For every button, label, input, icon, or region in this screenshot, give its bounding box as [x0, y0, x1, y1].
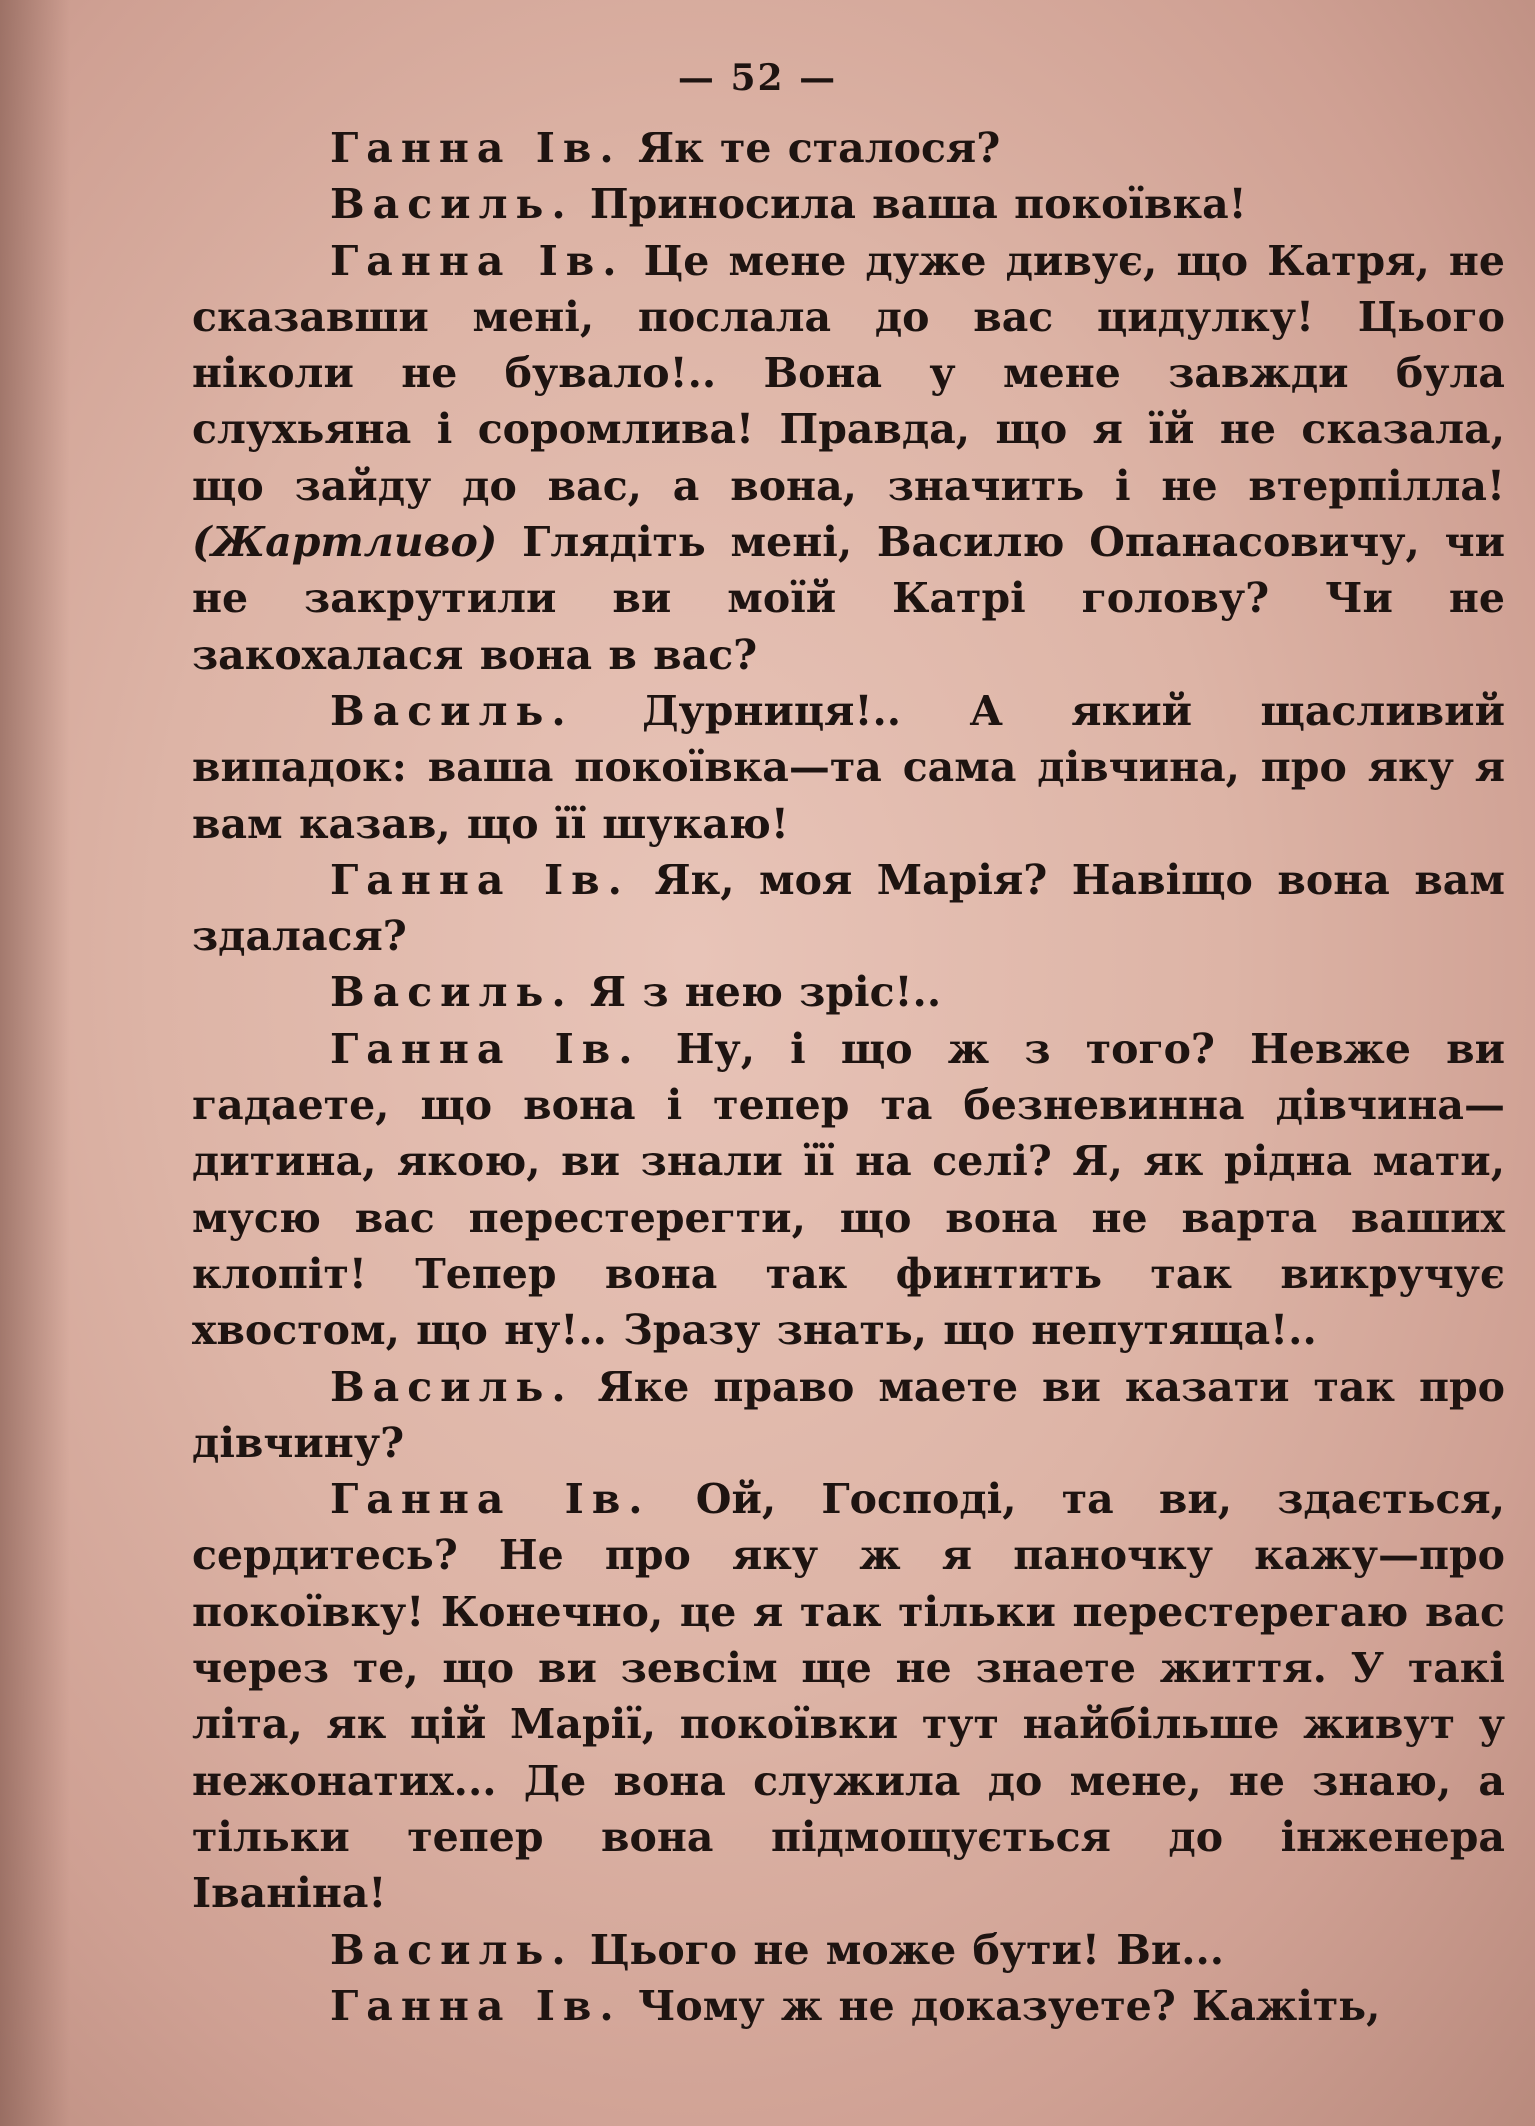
- speaker-name: Ганна Ів.: [330, 1981, 622, 2030]
- dialogue-text: Я з нею зріс!..: [589, 968, 942, 1017]
- speaker-name: Ганна Ів.: [330, 1024, 641, 1073]
- stage-direction: (Жартливо): [192, 518, 498, 567]
- dialogue-text: Як, моя Марія? Навіщо вона вам здалася?: [192, 855, 1505, 961]
- dialogue-text: Це мене дуже дивує, що Катря, не сказавши мені, послала до вас цидулку! Цього ніколи не бувало!.. Вона у мене завжди була слухьяна і соромлива! Правда, що я їй не сказала, що зайду до вас, а вона, значить і не втерпілла!: [192, 236, 1505, 510]
- speaker-name: Василь.: [330, 180, 574, 229]
- dialogue-line: [192, 120, 1505, 176]
- dialogue-line: [192, 1978, 1505, 2034]
- speaker-name: Ганна Ів.: [330, 1475, 651, 1524]
- speaker-name: Василь.: [330, 1362, 574, 1411]
- dialogue-line: [192, 1021, 1505, 1359]
- speaker-name: Ганна Ів.: [330, 124, 622, 172]
- speaker-name: Василь.: [330, 686, 574, 735]
- dialogue-line: [192, 1471, 1505, 1921]
- dialogue-text: Ну, і що ж з того? Невже ви гадаете, що вона і тепер та безневинна дівчина—дитина, якою, ви знали її на селі? Я, як рідна мати, мусю вас перестерегти, що вона не варта ваших клопіт! Тепер вона так финтить так викручує хвостом, що ну!.. Зразу знать, що непутяща!..: [192, 1024, 1505, 1355]
- page-number: — 52 —: [677, 57, 838, 99]
- dialogue-text: Яке право маете ви казати так про дівчину?: [192, 1362, 1505, 1467]
- dialogue-line: [192, 1922, 1505, 1978]
- dialogue-text: Чому ж не доказуете? Кажіть,: [637, 1981, 1381, 2030]
- dialogue-text: Глядіть мені, Василю Опанасовичу, чи не закрутили ви моїй Катрі голову? Чи не закохалася вона в вас?: [192, 518, 1506, 679]
- speaker-name: Василь.: [330, 968, 574, 1017]
- dialogue-line: [192, 852, 1505, 965]
- dialogue-text: Ой, Господі, та ви, здається, сердитесь? Не про яку ж я паночку кажу—про покоївку! Конечно, це я так тільки перестерегаю вас через те, що ви зевсім ще не знаете життя. У такі літа, як цій Марії, покоївки тут найбільше живут у нежонатих... Де вона служила до мене, не знаю, а тільки тепер вона підмощується до інженера Іваніна!: [192, 1475, 1505, 1918]
- dialogue-line: [192, 964, 1505, 1020]
- speaker-name: Ганна Ів.: [330, 236, 625, 285]
- dialogue-text: Цього не може бути! Ви...: [589, 1925, 1225, 1974]
- dialogue-line: [192, 1359, 1505, 1472]
- speaker-name: Василь.: [330, 1925, 574, 1974]
- dialogue-line: [192, 176, 1505, 232]
- dialogue-text: Приносила ваша покоївка!: [589, 180, 1247, 229]
- dialogue-line: [192, 233, 1505, 683]
- page-body: [192, 120, 1505, 2034]
- dialogue-text: Як те сталося?: [637, 124, 1001, 172]
- dialogue-text: Дурниця!.. А який щасливий випадок: ваша покоївка—та сама дівчина, про яку я вам казав, що її шукаю!: [192, 686, 1505, 848]
- page-edge-shadow: [0, 0, 70, 2126]
- dialogue-line: [192, 683, 1505, 852]
- speaker-name: Ганна Ів.: [330, 855, 630, 904]
